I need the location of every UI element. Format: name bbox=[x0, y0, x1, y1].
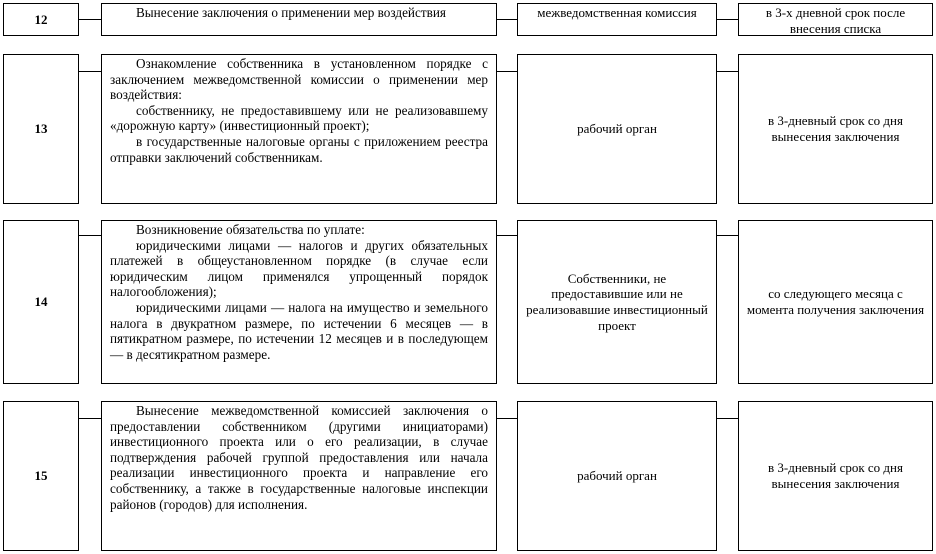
row-12-executor bbox=[517, 3, 717, 36]
description-paragraph: Возникновение обязательства по уплате: bbox=[136, 222, 365, 237]
executor-text: Собственники, не предоставившие или не реализовавшие инвестиционный проект bbox=[526, 270, 708, 333]
row-12-description bbox=[101, 3, 497, 36]
executor-text: межведомственная комиссия bbox=[537, 5, 697, 20]
row-15-description bbox=[101, 401, 497, 551]
connector-line bbox=[79, 235, 101, 236]
row-number-text: 12 bbox=[34, 11, 48, 27]
description-paragraph: Вынесение заключения о применении мер воздействия bbox=[136, 5, 446, 20]
executor-text: рабочий орган bbox=[577, 121, 657, 137]
row-15-deadline bbox=[738, 401, 933, 551]
row-number-text: 14 bbox=[34, 294, 48, 309]
executor-text: рабочий орган bbox=[577, 468, 657, 484]
deadline-text: в 3-х дневной срок после внесения списка bbox=[765, 5, 906, 36]
row-14-number bbox=[3, 220, 79, 384]
connector-line bbox=[497, 235, 517, 236]
connector-line bbox=[497, 418, 517, 419]
connector-line bbox=[79, 418, 101, 419]
row-15-number bbox=[3, 401, 79, 551]
connector-line bbox=[717, 71, 738, 72]
row-12-deadline bbox=[738, 3, 933, 36]
connector-line bbox=[79, 71, 101, 72]
connector-line bbox=[497, 19, 517, 20]
row-number-text: 15 bbox=[34, 468, 48, 483]
deadline-text: в 3-дневный срок со дня вынесения заключения bbox=[767, 113, 903, 144]
row-13-description bbox=[101, 54, 497, 204]
deadline-text: в 3-дневный срок со дня вынесения заключения bbox=[767, 460, 903, 491]
row-12-number bbox=[3, 3, 79, 36]
connector-line bbox=[497, 71, 517, 72]
description-paragraph: собственнику, не предоставившему или не реализовавшему «дорожную карту» (инвестиционный проект); bbox=[110, 102, 488, 134]
connector-line bbox=[717, 19, 738, 20]
row-number-text: 13 bbox=[34, 121, 48, 136]
row-15-executor bbox=[517, 401, 717, 551]
row-14-executor bbox=[517, 220, 717, 384]
description-paragraph: Ознакомление собственника в установленном порядке с заключением межведомственной комиссии о применении мер воздействия: bbox=[110, 56, 488, 103]
connector-line bbox=[79, 19, 101, 20]
description-paragraph: юридическими лицами — налога на имущество и земельного налога в двукратном размере, по истечении 6 месяцев — в пятикратном размере, по истечении 12 месяцев и в последующем — в десятикратном размере. bbox=[110, 299, 488, 362]
row-13-deadline bbox=[738, 54, 933, 204]
description-paragraph: Вынесение межведомственной комиссией заключения о предоставлении собственником (другими инициаторами) инвестиционного проекта или о его реализации, в случае подтверждения рабочей группой предоставления или начала реализации инвестиционного проекта и направление его собственнику, а также в государственные налоговые инспекции районов (городов) для исполнения. bbox=[110, 403, 488, 512]
row-14-deadline bbox=[738, 220, 933, 384]
description-paragraph: юридическими лицами — налогов и других обязательных платежей в общеустановленном порядке (в случае если юридическим лицом применялся упрощенный порядок налогообложения); bbox=[110, 237, 488, 300]
row-14-description bbox=[101, 220, 497, 384]
row-13-number bbox=[3, 54, 79, 204]
description-paragraph: в государственные налоговые органы с приложением реестра отправки заключений собственникам. bbox=[110, 133, 488, 165]
connector-line bbox=[717, 418, 738, 419]
row-13-executor bbox=[517, 54, 717, 204]
deadline-text: со следующего месяца с момента получения заключения bbox=[746, 286, 925, 317]
connector-line bbox=[717, 235, 738, 236]
